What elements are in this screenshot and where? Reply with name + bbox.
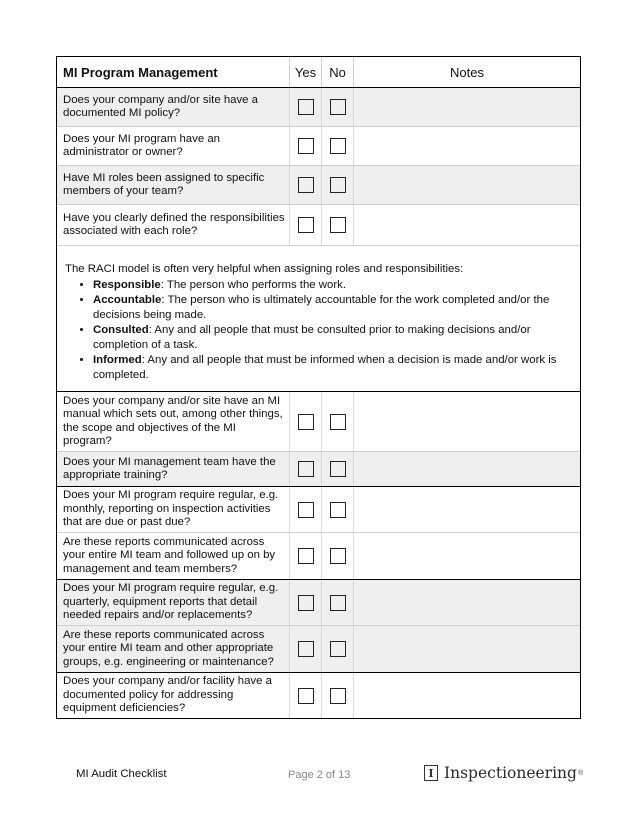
table-row: [57, 204, 580, 245]
table-row: [57, 392, 580, 451]
no-checkbox[interactable]: [330, 138, 346, 154]
question-text: Does your company and/or site have an MI manual which sets out, among other things, the scope and objectives of the MI program?: [63, 394, 283, 447]
table-row: [57, 165, 580, 204]
notes-cell[interactable]: [353, 88, 580, 126]
notes-cell[interactable]: [353, 533, 580, 579]
notes-cell[interactable]: [353, 166, 580, 204]
question-text: Does your MI management team have the appropriate training?: [63, 455, 276, 481]
notes-cell[interactable]: [353, 452, 580, 486]
yes-checkbox[interactable]: [298, 641, 314, 657]
question-text: Does your MI program require regular, e.g. quarterly, equipment reports that detail needed repairs and/or replacements?: [63, 582, 279, 622]
no-checkbox[interactable]: [330, 502, 346, 518]
question-text: Are these reports communicated across your entire MI team and other appropriate groups, e.g. engineering or maintenance?: [63, 628, 274, 668]
no-column-header: No: [321, 57, 353, 87]
registered-mark: ®: [577, 769, 584, 777]
table-row: [57, 579, 580, 625]
question-text: Have you clearly defined the responsibilities associated with each role?: [63, 211, 285, 237]
logo-mark-icon: I: [424, 765, 438, 781]
question-text: Does your MI program have an administrator or owner?: [63, 132, 221, 158]
section-title: MI Program Management: [63, 64, 218, 80]
yes-checkbox[interactable]: [298, 217, 314, 233]
page-number: Page 2 of 13: [288, 769, 351, 781]
no-checkbox[interactable]: [330, 99, 346, 115]
notes-cell[interactable]: [353, 392, 580, 451]
no-checkbox[interactable]: [330, 548, 346, 564]
no-checkbox[interactable]: [330, 177, 346, 193]
table-row: [57, 126, 580, 165]
yes-checkbox[interactable]: [298, 138, 314, 154]
question-text: Are these reports communicated across your entire MI team and followed up on by management and team members?: [63, 535, 276, 575]
raci-item-informed: • Informed: Any and all people that must be informed when a decision is made and/or work is completed.: [93, 353, 562, 382]
table-row: [57, 672, 580, 718]
notes-cell[interactable]: [353, 205, 580, 245]
yes-checkbox[interactable]: [298, 414, 314, 430]
yes-checkbox[interactable]: [298, 595, 314, 611]
yes-checkbox[interactable]: [298, 461, 314, 477]
notes-cell[interactable]: [353, 127, 580, 165]
notes-cell[interactable]: [353, 673, 580, 718]
notes-column-header: Notes: [353, 57, 580, 87]
notes-cell[interactable]: [353, 626, 580, 672]
yes-checkbox[interactable]: [298, 99, 314, 115]
raci-intro: The RACI model is often very helpful when assigning roles and responsibilities:: [65, 263, 464, 275]
checklist-table: [56, 56, 581, 719]
raci-item-accountable: • Accountable: The person who is ultimately accountable for the work completed and/or the decisions being made.: [93, 293, 562, 322]
table-row: [57, 625, 580, 672]
table-row: [57, 88, 580, 126]
table-header: [57, 57, 580, 88]
notes-cell[interactable]: [353, 487, 580, 532]
table-row: [57, 532, 580, 579]
raci-note: [57, 245, 580, 392]
question-text: Have MI roles been assigned to specific members of your team?: [63, 171, 265, 197]
no-checkbox[interactable]: [330, 414, 346, 430]
no-checkbox[interactable]: [330, 641, 346, 657]
page-footer: [0, 760, 638, 790]
table-row: [57, 451, 580, 486]
no-checkbox[interactable]: [330, 595, 346, 611]
no-checkbox[interactable]: [330, 461, 346, 477]
yes-checkbox[interactable]: [298, 688, 314, 704]
table-row: [57, 486, 580, 532]
no-checkbox[interactable]: [330, 217, 346, 233]
yes-checkbox[interactable]: [298, 502, 314, 518]
question-text: Does your MI program require regular, e.g. monthly, reporting on inspection activities that are due or past due?: [63, 489, 279, 529]
footer-title: MI Audit Checklist: [76, 768, 167, 780]
yes-column-header: Yes: [289, 57, 321, 87]
yes-checkbox[interactable]: [298, 177, 314, 193]
question-text: Does your company and/or facility have a documented policy for addressing equipment deficiencies?: [63, 675, 272, 715]
yes-checkbox[interactable]: [298, 548, 314, 564]
notes-cell[interactable]: [353, 580, 580, 625]
logo-text: Inspectioneering: [444, 764, 577, 782]
raci-item-consulted: • Consulted: Any and all people that must be consulted prior to making decisions and/or completion of a task.: [93, 323, 562, 352]
no-checkbox[interactable]: [330, 688, 346, 704]
raci-item-responsible: • Responsible: The person who performs the work.: [93, 278, 562, 293]
question-text: Does your company and/or site have a documented MI policy?: [63, 93, 259, 119]
inspectioneering-logo: [424, 764, 583, 782]
raci-list: [65, 278, 562, 383]
